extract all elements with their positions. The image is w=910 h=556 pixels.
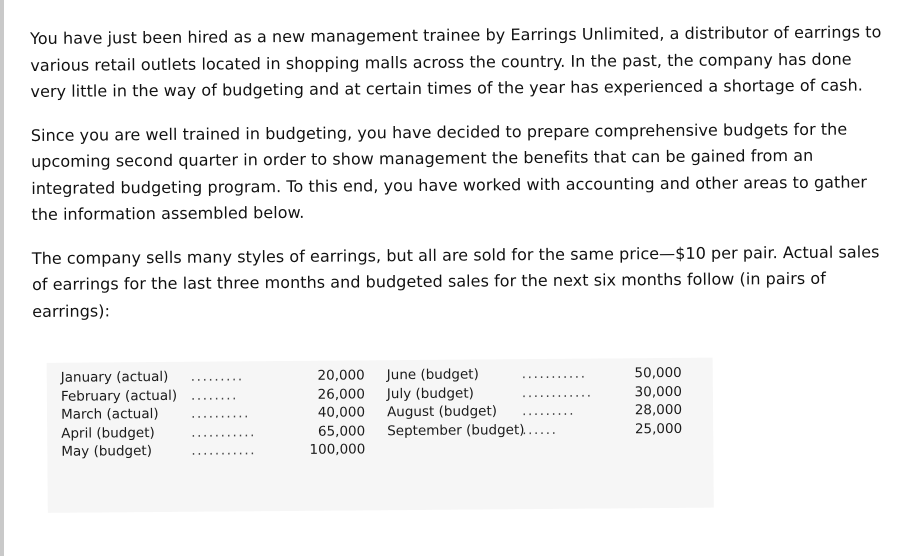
sales-column-left [61,366,366,461]
leader-dots: ........ [190,386,239,404]
sales-row [61,440,365,461]
month-label: April (budget) [61,424,155,442]
sales-value: 28,000 [634,401,683,419]
leader-dots: ......... [521,402,576,420]
leader-dots: ........... [521,365,587,383]
sales-row [387,401,682,422]
leader-dots: ......... [190,368,244,385]
sales-table-panel [47,358,714,513]
month-label: July (budget) [386,385,474,402]
sales-value: 100,000 [309,441,366,458]
sales-column-right [387,364,683,440]
month-label: September (budget) [387,421,525,439]
sales-value: 40,000 [317,404,366,421]
leader-dots: ........... [191,442,257,459]
sales-row [387,419,682,440]
sales-row [61,403,365,424]
leader-dots: .......... [190,405,251,422]
sales-value: 20,000 [317,367,365,384]
sales-value: 25,000 [634,420,683,437]
sales-paragraph: The company sells many styles of earrings, but all are sold for the same price—$10 per pair. Actual sales of earrings for the last three months and budgeted sales for the next six months follow (in pairs of earrings): [31,241,880,321]
leader-dots: ............ [521,384,593,401]
budgeting-paragraph: Since you are well trained in budgeting, you have decided to prepare comprehensive budgets for the upcoming second quarter in order to show management the benefits that can be gained from an integrated budgeting program. To this end, you have worked with accounting and other areas to gather the information assembled below. [30,119,868,224]
sales-value: 26,000 [317,385,365,403]
leader-dots: ........... [191,423,257,441]
page-left-border [0,0,4,556]
month-label: June (budget) [386,366,479,384]
month-label: March (actual) [60,406,159,423]
sales-row [61,366,365,387]
sales-row [61,422,365,443]
sales-row [387,364,682,385]
month-label: January (actual) [60,368,169,386]
month-label: February (actual) [60,387,178,405]
sales-value: 30,000 [634,383,682,400]
month-label: May (budget) [61,443,153,460]
sales-row [387,382,682,403]
sales-value: 65,000 [317,422,366,440]
leader-dots: ...... [522,421,558,438]
intro-paragraph: You have just been hired as a new management trainee by Earrings Unlimited, a distributor of earrings to various retail outlets located in shopping malls across the country. In the past, the company has done very little in the way of budgeting and at certain times of the year has experienced a shortage of cash. [30,22,882,101]
sales-row [61,385,365,406]
month-label: August (budget) [386,403,498,421]
sales-value: 50,000 [634,364,682,382]
document-body [30,19,890,460]
